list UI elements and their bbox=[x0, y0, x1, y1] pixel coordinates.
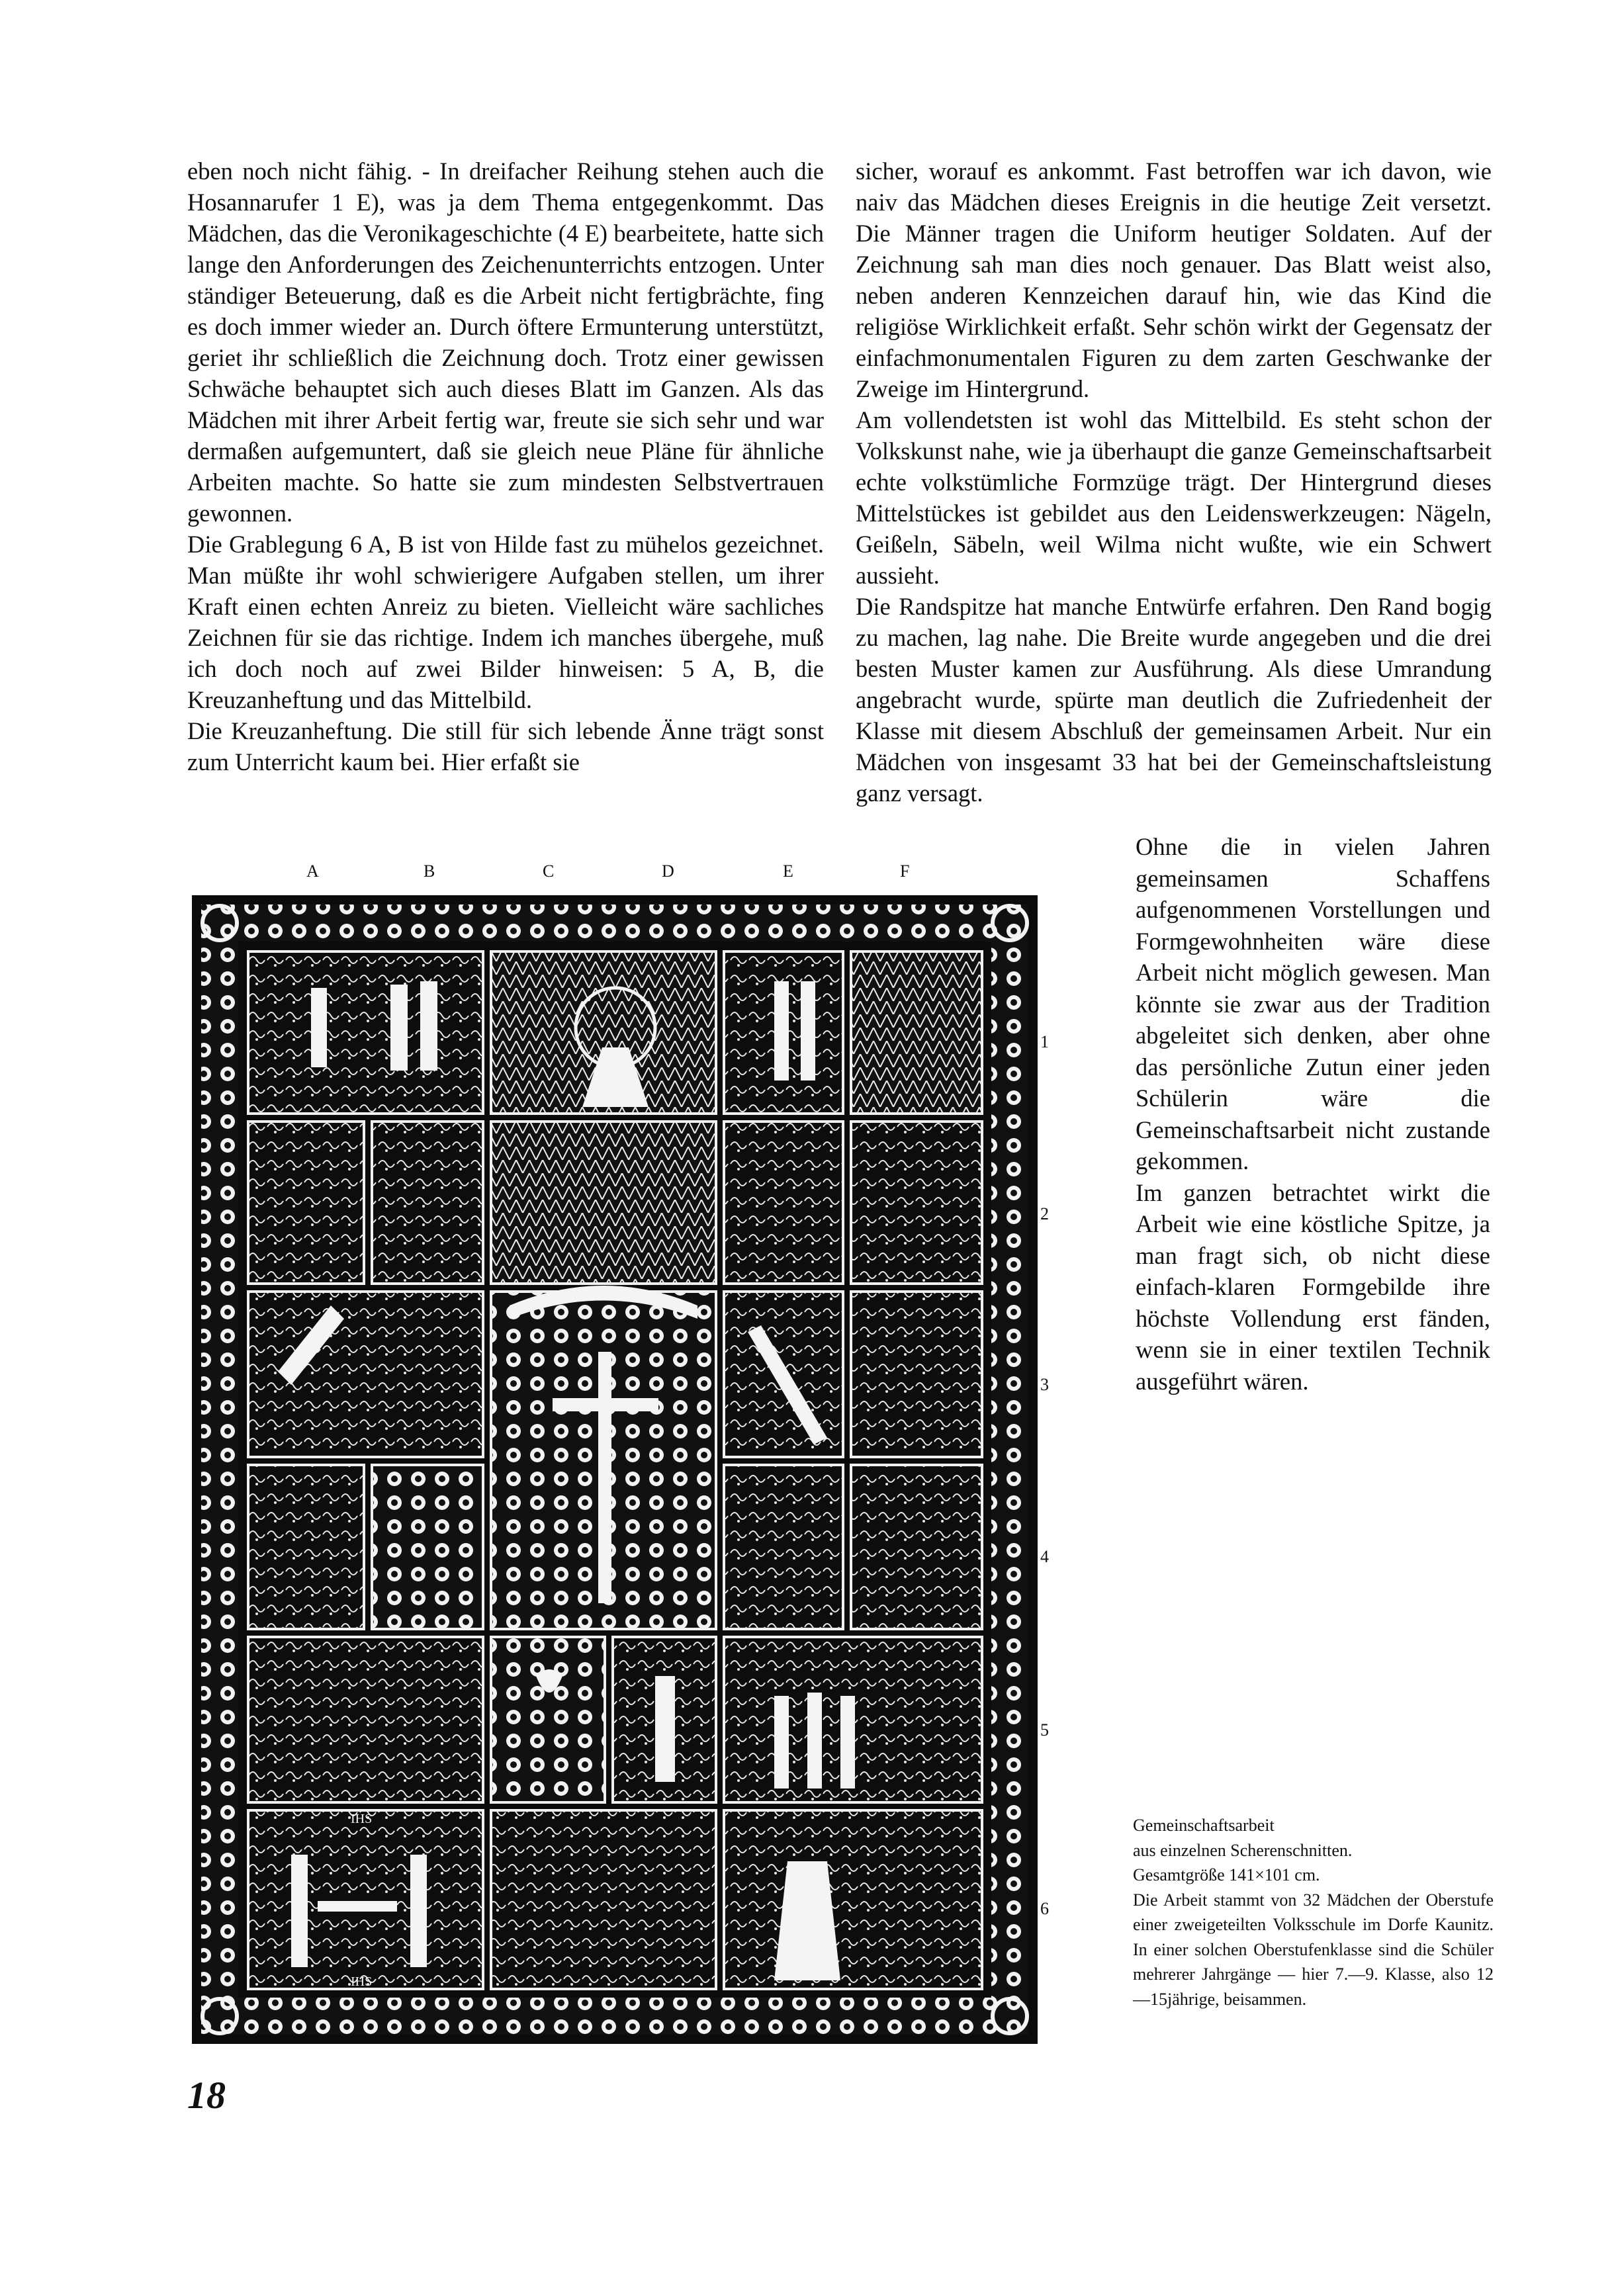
paragraph: Am vollendetsten ist wohl das Mittelbild. Es steht schon der Volkskunst nahe, wie ja überhaupt die ganze Gemeinschaftsarbeit echte volkstümliche Formzüge trägt. Der Hintergrund dieses Mittelstückes ist gebildet aus den Leidenswerkzeugen: Nägeln, Geißeln, Säbeln, weil Wilma nicht wußte, wie ein Schwert aussieht. bbox=[856, 406, 1492, 589]
column-label: F bbox=[900, 861, 910, 881]
figure-column-labels bbox=[192, 861, 1039, 888]
paragraph: sicher, worauf es ankommt. Fast betroffen war ich davon, wie naiv das Mädchen dieses Ereignis in die heutige Zeit versetzt. Die Männer tragen die Uniform heutiger Soldaten. Auf der Zeichnung sah man dies noch genauer. Das Blatt weist also, neben anderen Kennzeichen darauf hin, wie das Kind die religiöse Wirklichkeit erfaßt. Sehr schön wirkt der Gegensatz der einfachmonumentalen Figuren zu dem zarten Geschwanke der Zweige im Hintergrund. bbox=[856, 157, 1492, 402]
figure-row-labels bbox=[1040, 893, 1067, 2018]
panel-3f bbox=[851, 1292, 982, 1457]
panel-2e bbox=[724, 1122, 843, 1284]
column-label: A bbox=[306, 861, 319, 881]
left-text-column bbox=[187, 155, 824, 777]
panel-2f bbox=[851, 1122, 982, 1284]
column-label: E bbox=[783, 861, 793, 881]
column-label: D bbox=[662, 861, 674, 881]
column-label: B bbox=[424, 861, 435, 881]
caption-line: Gesamtgröße 141×101 cm. bbox=[1133, 1865, 1320, 1884]
column-label: C bbox=[543, 861, 555, 881]
panel-grid bbox=[248, 951, 982, 1989]
panel-4a bbox=[248, 1465, 364, 1629]
panel-4b bbox=[372, 1465, 483, 1629]
paragraph: Ohne die in vielen Jahren gemeinsamen Schaffens aufgenommenen Vorstellungen und Formgewohnheiten wäre diese Arbeit nicht möglich gewesen. Man könnte sie zwar aus der Tradition abgeleitet sich denken, aber ohne das persönliche Zutun einer jeden Schülerin wäre die Gemeinschaftsarbeit nicht zustande gekommen. bbox=[1136, 833, 1490, 1174]
panel-5a bbox=[248, 1637, 483, 1802]
row-label: 4 bbox=[1040, 1547, 1049, 1566]
right-text-column bbox=[856, 155, 1492, 809]
paragraph: eben noch nicht fähig. - In dreifacher Reihung stehen auch die Hosannarufer 1 E), was ja dem Thema entgegenkommt. Das Mädchen, das die Veronikageschichte (4 E) bearbeitete, hatte sich lange den Anforderungen des Zeichenunterrichts entzogen. Unter ständiger Beteuerung, daß es die Arbeit nicht fertigbrächte, fing es doch immer wieder an. Durch öftere Ermunterung unterstützt, geriet ihr schließlich die Zeichnung doch. Trotz einer gewissen Schwäche behauptet sich auch dieses Blatt im Ganzen. Als das Mädchen mit ihrer Arbeit fertig war, freute sie sich sehr und war dermaßen aufgemuntert, daß sie gleich neue Pläne für ähnliche Arbeiten machte. So hatte sie zum mindesten Selbstvertrauen gewonnen. bbox=[187, 157, 824, 527]
panel-5c bbox=[491, 1637, 605, 1802]
row-label: 1 bbox=[1040, 1032, 1049, 1051]
panel-6e bbox=[724, 1810, 982, 1989]
side-text-column bbox=[1136, 831, 1490, 1397]
panel-2c bbox=[491, 1122, 716, 1284]
paragraph: Im ganzen betrachtet wirkt die Arbeit wie eine köstliche Spitze, ja man fragt sich, ob nicht diese einfach-klaren Formgebilde ihre höchste Vollendung erst fänden, wenn sie in einer textilen Technik ausgeführt wären. bbox=[1136, 1178, 1490, 1395]
caption-line: Gemeinschaftsarbeit bbox=[1133, 1816, 1275, 1835]
row-label: 3 bbox=[1040, 1375, 1049, 1394]
row-label: 6 bbox=[1040, 1899, 1049, 1918]
caption-line: Die Arbeit stammt von 32 Mädchen der Oberstufe einer zweigeteilten Volksschule im Dorfe Kaunitz. In einer solchen Oberstufenklasse sind die Schüler mehrerer Jahrgänge — hier 7.—9. Klasse, also 12—15jährige, beisammen. bbox=[1133, 1890, 1494, 2009]
paragraph: Die Kreuzanheftung. Die still für sich lebende Änne trägt sonst zum Unterricht kaum bei. Hier erfaßt sie bbox=[187, 717, 824, 775]
row-label: 2 bbox=[1040, 1204, 1049, 1223]
panel-mark: IHS bbox=[351, 1812, 373, 1826]
page-number: 18 bbox=[187, 2074, 226, 2117]
row-label: 5 bbox=[1040, 1720, 1049, 1740]
paragraph: Die Grablegung 6 A, B ist von Hilde fast zu mühelos gezeichnet. Man müßte ihr wohl schwierigere Aufgaben stellen, um ihrer Kraft einen echten Anreiz zu bieten. Vielleicht wäre sachliches Zeichnen für sie das richtige. Indem ich manches übergehe, muß ich doch noch auf zwei Bilder hinweisen: 5 A, B, die Kreuzanheftung und das Mittelbild. bbox=[187, 531, 824, 713]
figure-caption bbox=[1133, 1813, 1494, 2011]
panel-2b bbox=[372, 1122, 483, 1284]
caption-line: aus einzelnen Scherenschnitten. bbox=[1133, 1840, 1353, 1860]
panel-6c bbox=[491, 1810, 716, 1989]
panel-4f bbox=[851, 1465, 982, 1629]
panel-2a bbox=[248, 1122, 364, 1284]
panel-4e bbox=[724, 1465, 843, 1629]
panel-mark: IHS bbox=[351, 1974, 373, 1989]
panel-1f bbox=[851, 951, 982, 1114]
paragraph: Die Randspitze hat manche Entwürfe erfahren. Den Rand bogig zu machen, lag nahe. Die Breite wurde angegeben und die drei besten Muster kamen zur Ausführung. Als diese Umrandung angebracht wurde, spürte man deutlich die Zufriedenheit der Klasse mit diesem Abschluß der gemeinsamen Arbeit. Nur ein Mädchen von insgesamt 33 hat bei der Gemeinschaftsleistung ganz versagt. bbox=[856, 593, 1492, 807]
papercut-artwork bbox=[192, 895, 1038, 2044]
panel-1a bbox=[248, 951, 483, 1114]
panel-6a bbox=[248, 1810, 483, 1989]
